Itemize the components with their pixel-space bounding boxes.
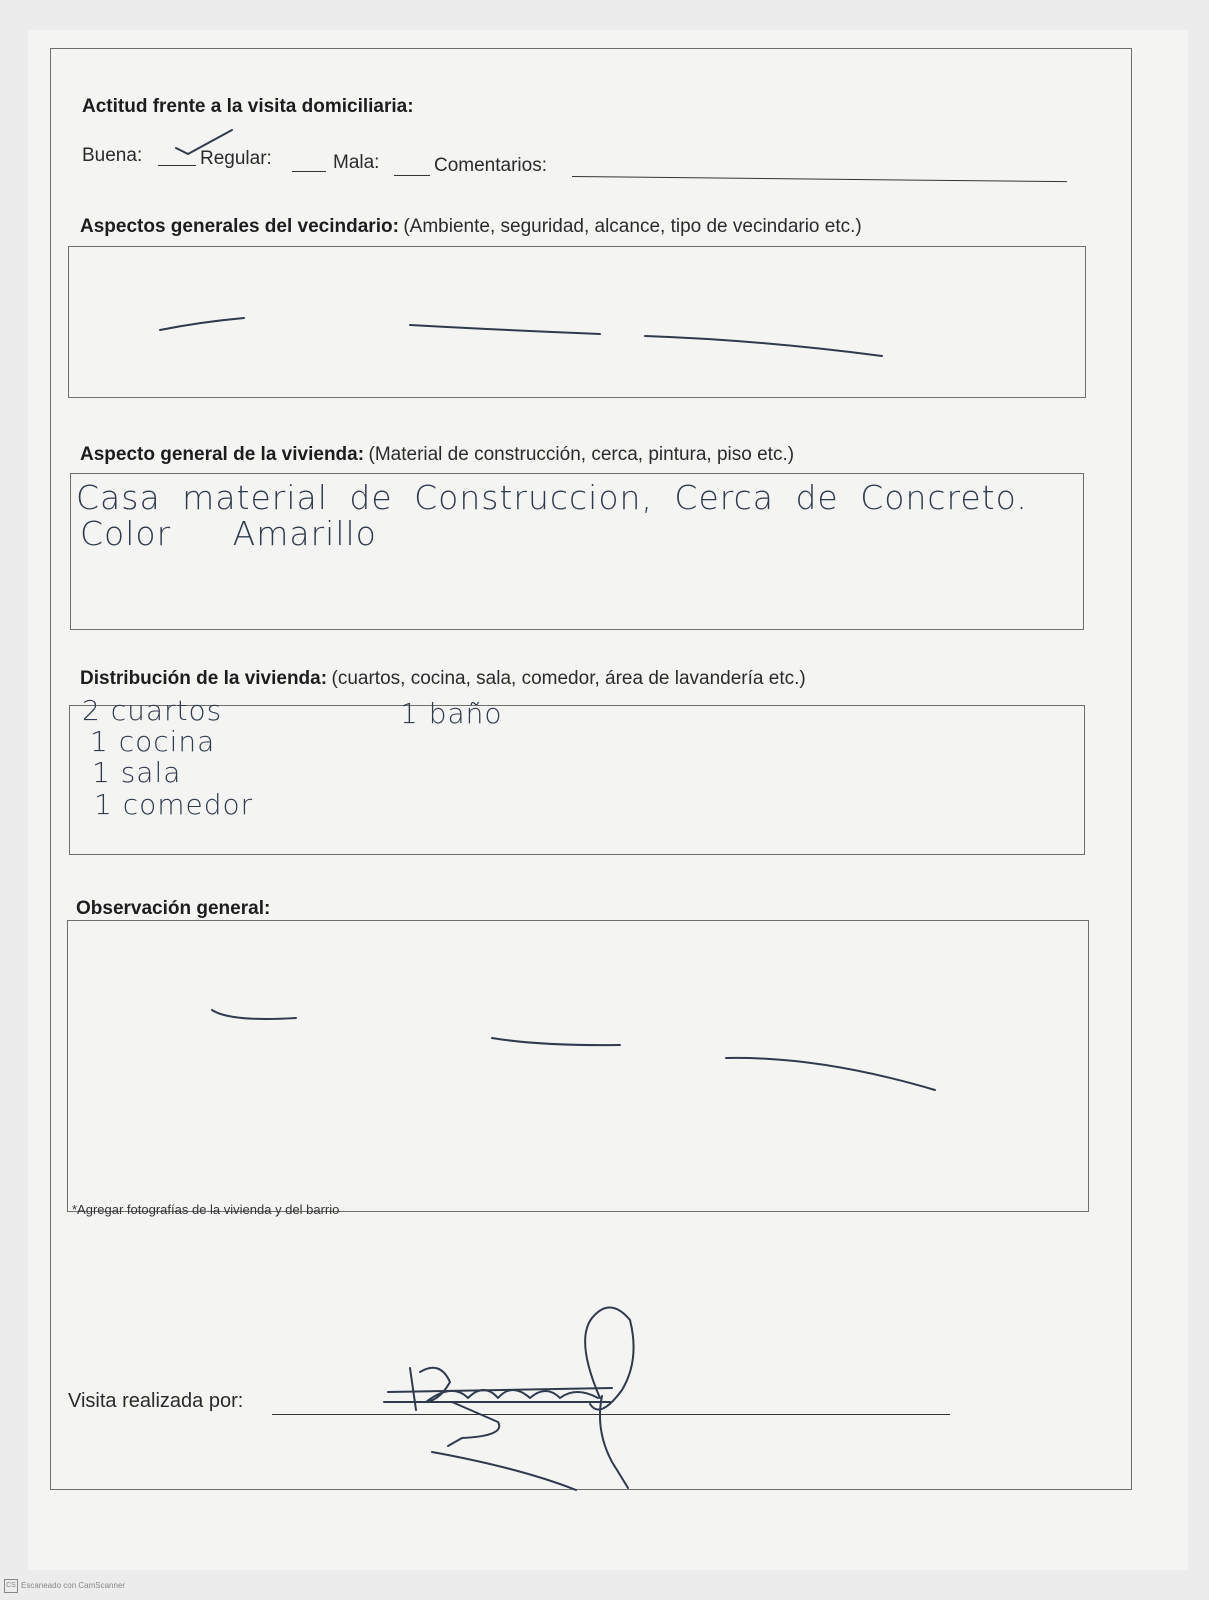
neighborhood-title: Aspectos generales del vecindario: <box>80 216 399 237</box>
check-mark <box>176 130 232 154</box>
signature-icon <box>384 1307 634 1490</box>
housing-hint: (Material de construcción, cerca, pintura, piso etc.) <box>368 444 795 465</box>
distribution-title: Distribución de la vivienda: <box>80 668 328 689</box>
neighborhood-dash <box>645 336 882 356</box>
mala-label: Mala: <box>333 152 380 173</box>
neighborhood-hint: (Ambiente, seguridad, alcance, tipo de vecindario etc.) <box>403 216 862 237</box>
scanner-text: Escaneado con CamScanner <box>21 1581 126 1591</box>
housing-answer-line1: Casa material de Construccion, Cerca de Concreto. <box>76 478 1028 517</box>
neighborhood-dash <box>160 318 244 330</box>
scanner-logo: CS <box>4 1579 18 1593</box>
distribution-item: 1 cocina <box>90 725 216 758</box>
observation-dash <box>726 1058 935 1090</box>
signature-label: Visita realizada por: <box>68 1390 244 1412</box>
observation-title: Observación general: <box>76 898 271 919</box>
regular-label: Regular: <box>200 148 272 169</box>
scanner-watermark <box>4 1579 125 1593</box>
buena-label: Buena: <box>82 145 143 166</box>
comentarios-label: Comentarios: <box>434 155 547 176</box>
housing-title: Aspecto general de la vivienda: <box>80 444 365 465</box>
observation-dash <box>492 1038 620 1045</box>
housing-answer-line2: Color Amarillo <box>80 514 377 553</box>
distribution-item: 1 sala <box>92 756 182 789</box>
attitude-title: Actitud frente a la visita domiciliaria: <box>82 96 414 117</box>
distribution-hint: (cuartos, cocina, sala, comedor, área de lavandería etc.) <box>331 668 806 689</box>
observation-dash <box>212 1010 296 1019</box>
neighborhood-dash <box>410 325 600 334</box>
distribution-item: 1 comedor <box>94 788 254 821</box>
distribution-item: 2 cuartos <box>82 694 223 727</box>
distribution-extra: 1 baño <box>400 697 503 730</box>
footnote: *Agregar fotografías de la vivienda y del barrio <box>72 1202 340 1217</box>
